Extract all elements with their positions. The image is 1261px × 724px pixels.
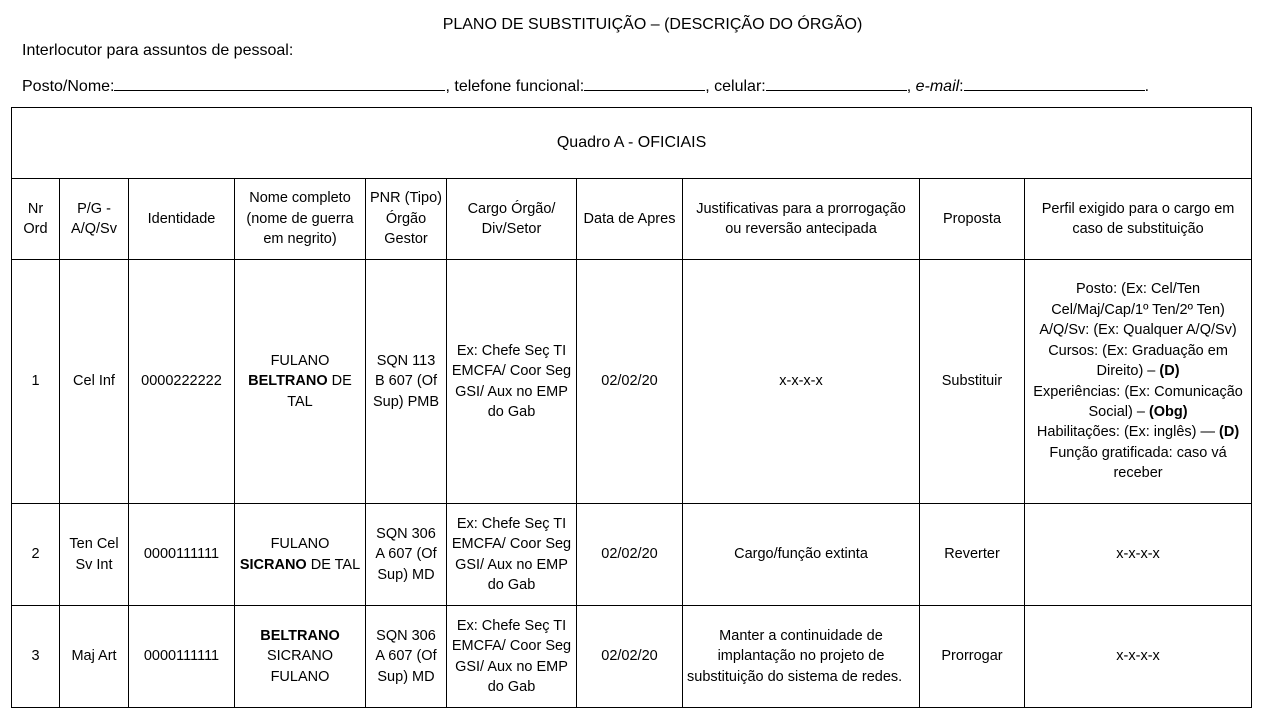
table-row <box>12 504 1252 606</box>
email-field[interactable] <box>964 76 1145 91</box>
cell-pnr: SQN 113 B 607 (Of Sup) PMB <box>366 260 447 504</box>
cell-data: 02/02/20 <box>577 504 683 606</box>
perfil-aqsv: A/Q/Sv: (Ex: Qualquer A/Q/Sv) <box>1039 322 1237 339</box>
cell-nome <box>235 260 366 504</box>
nome-post: DE TAL <box>310 556 361 573</box>
col-header-justificativas: Justificativas para a prorrogação ou reversão antecipada <box>683 179 920 260</box>
quadro-a-table <box>11 107 1252 708</box>
cell-data: 02/02/20 <box>577 606 683 708</box>
cell-justificativa: x-x-x-x <box>683 260 920 504</box>
nome-guerra: SICRANO <box>239 556 307 573</box>
cell-proposta: Reverter <box>920 504 1025 606</box>
col-header-identidade: Identidade <box>129 179 235 260</box>
cell-proposta: Prorrogar <box>920 606 1025 708</box>
perfil-habilitacoes-tag: (D) <box>1219 424 1240 441</box>
nome-post: SICRANO FULANO <box>266 648 334 685</box>
cell-identidade: 0000111111 <box>129 606 235 708</box>
interlocutor-label: Interlocutor para assuntos de pessoal: <box>22 42 294 59</box>
contact-line <box>22 76 1149 96</box>
col-header-nome: Nome completo (nome de guerra em negrito) <box>235 179 366 260</box>
cell-cargo: Ex: Chefe Seç TI EMCFA/ Coor Seg GSI/ Aux no EMP do Gab <box>447 504 577 606</box>
col-header-data: Data de Apres <box>577 179 683 260</box>
celular-label: , celular: <box>705 78 766 95</box>
nome-guerra: BELTRANO <box>260 627 340 644</box>
cell-pnr: SQN 306 A 607 (Of Sup) MD <box>366 504 447 606</box>
nome-guerra: BELTRANO <box>248 373 328 390</box>
email-label-sep: , <box>906 78 916 95</box>
perfil-posto: Posto: (Ex: Cel/Ten Cel/Maj/Cap/1º Ten/2º Ten) <box>1051 281 1225 318</box>
perfil-experiencias-tag: (Obg) <box>1148 403 1188 420</box>
cell-pg: Ten Cel Sv Int <box>60 504 129 606</box>
col-header-nr: Nr Ord <box>12 179 60 260</box>
table-row <box>12 606 1252 708</box>
cell-pg: Cel Inf <box>60 260 129 504</box>
cell-justificativa: Manter a continuidade de implantação no projeto de substituição do sistema de redes. <box>683 606 920 708</box>
cell-nome <box>235 606 366 708</box>
posto-nome-label: Posto/Nome: <box>22 78 115 95</box>
cell-cargo: Ex: Chefe Seç TI EMCFA/ Coor Seg GSI/ Aux no EMP do Gab <box>447 260 577 504</box>
table-row <box>12 260 1252 504</box>
posto-nome-field[interactable] <box>114 76 445 91</box>
table-caption: Quadro A - OFICIAIS <box>12 108 1252 179</box>
cell-nr: 1 <box>12 260 60 504</box>
col-header-proposta: Proposta <box>920 179 1025 260</box>
cell-perfil: x-x-x-x <box>1025 504 1252 606</box>
nome-post: DE TAL <box>287 373 352 410</box>
col-header-perfil: Perfil exigido para o cargo em caso de substituição <box>1025 179 1252 260</box>
cell-identidade: 0000111111 <box>129 504 235 606</box>
cell-identidade: 0000222222 <box>129 260 235 504</box>
email-label: e-mail <box>915 78 960 95</box>
cell-nr: 2 <box>12 504 60 606</box>
cell-pnr: SQN 306 A 607 (Of Sup) MD <box>366 606 447 708</box>
perfil-funcao: Função gratificada: caso vá receber <box>1049 444 1227 482</box>
cell-nome <box>235 504 366 606</box>
cell-cargo: Ex: Chefe Seç TI EMCFA/ Coor Seg GSI/ Aux no EMP do Gab <box>447 606 577 708</box>
cell-proposta: Substituir <box>920 260 1025 504</box>
perfil-experiencias: Experiências: (Ex: Comunicação Social) – <box>1033 383 1243 420</box>
col-header-pg: P/G - A/Q/Sv <box>60 179 129 260</box>
cell-perfil: x-x-x-x <box>1025 606 1252 708</box>
telefone-label: , telefone funcional: <box>445 78 585 95</box>
cell-pg: Maj Art <box>60 606 129 708</box>
perfil-habilitacoes: Habilitações: (Ex: inglês) — <box>1036 424 1216 441</box>
table-header-row <box>12 179 1252 260</box>
celular-field[interactable] <box>766 76 907 91</box>
email-colon: : <box>959 78 964 95</box>
cell-justificativa: Cargo/função extinta <box>683 504 920 606</box>
cell-data: 02/02/20 <box>577 260 683 504</box>
perfil-cursos: Cursos: (Ex: Graduação em Direito) – <box>1048 342 1228 380</box>
col-header-cargo: Cargo Órgão/ Div/Setor <box>447 179 577 260</box>
telefone-field[interactable] <box>584 76 705 91</box>
perfil-cursos-tag: (D) <box>1159 363 1180 380</box>
cell-nr: 3 <box>12 606 60 708</box>
end-dot: . <box>1144 78 1150 95</box>
cell-perfil <box>1025 260 1252 504</box>
page-title: PLANO DE SUBSTITUIÇÃO – (DESCRIÇÃO DO ÓRGÃO) <box>442 16 863 33</box>
nome-pre: FULANO <box>270 352 330 369</box>
col-header-pnr: PNR (Tipo) Órgão Gestor <box>366 179 447 260</box>
nome-pre: FULANO <box>270 536 330 553</box>
